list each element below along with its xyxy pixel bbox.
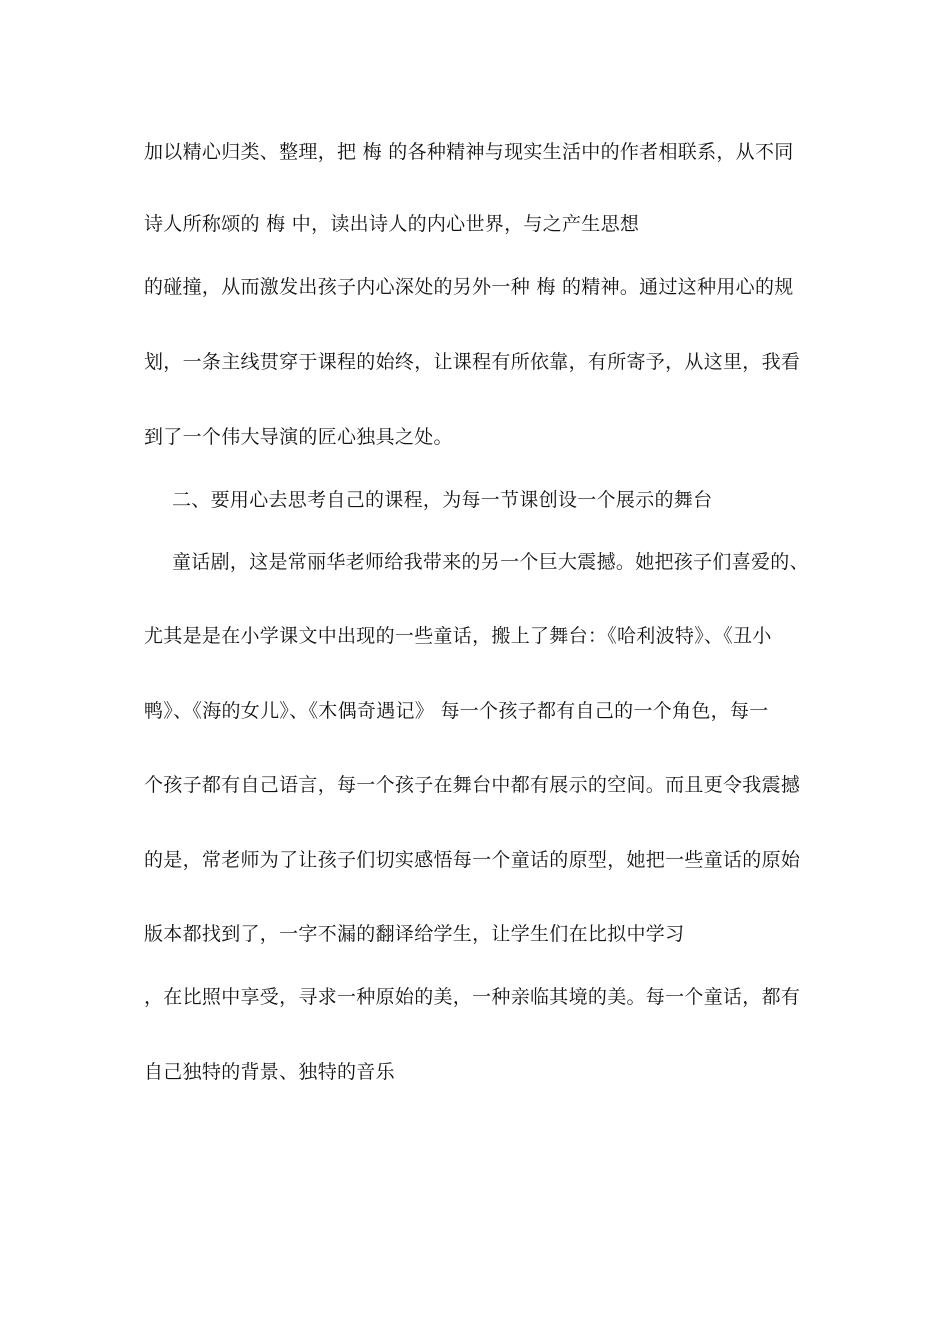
text-line: 加以精心归类、整理，把 梅 的各种精神与现实生活中的作者相联系，从不同 [144,141,794,163]
text-line: 的碰撞，从而激发出孩子内心深处的另外一种 梅 的精神。通过这种用心的规 [144,276,794,298]
text-line: 到了一个伟大导演的匠心独具之处。 [144,426,453,448]
text-line: 鸭》、《海的女儿》、《木偶奇遇记》 每一个孩子都有自己的一个角色，每一 [144,700,769,722]
paragraph-start: 童话剧，这是常丽华老师给我带来的另一个巨大震撼。她把孩子们喜爱的、 [172,551,809,573]
section-heading: 二、要用心去思考自己的课程，为每一节课创设一个展示的舞台 [172,489,713,511]
text-line: 诗人所称颂的 梅 中，读出诗人的内心世界，与之产生思想 [144,213,640,235]
text-line: 自己独特的背景、独特的音乐 [144,1061,395,1083]
text-line: 划，一条主线贯穿于课程的始终，让课程有所依靠，有所寄予，从这里，我看 [144,351,801,373]
text-line: 尤其是是在小学课文中出现的一些童话，搬上了舞台：《哈利波特》、《丑小 [144,625,772,647]
text-line: 个孩子都有自己语言，每一个孩子在舞台中都有展示的空间。而且更令我震撼 [144,774,801,796]
text-line: 版本都找到了，一字不漏的翻译给学生，让学生们在比拟中学习 [144,923,685,945]
text-line: ，在比照中享受，寻求一种原始的美，一种亲临其境的美。每一个童话，都有 [144,986,801,1008]
text-line: 的是，常老师为了让孩子们切实感悟每一个童话的原型，她把一些童话的原始 [144,849,801,871]
